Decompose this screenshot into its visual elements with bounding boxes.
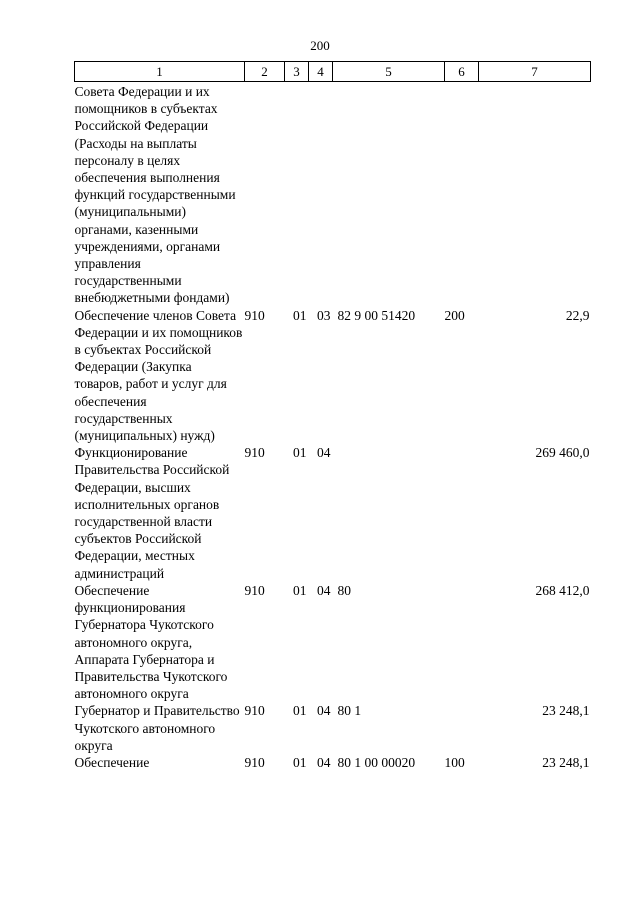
row-description: Обеспечение функционирования Губернатора Чукотского автономного округа, Аппарата Губернатора и Правительства Чукотского автономного округа	[74, 582, 228, 702]
column-header: 3	[285, 62, 309, 82]
row-expense-type	[445, 444, 479, 582]
column-header: 2	[245, 62, 285, 82]
row-target-item	[333, 444, 445, 582]
column-header: 1	[75, 62, 245, 82]
table-row	[75, 702, 591, 754]
row-expense-type	[445, 582, 479, 702]
row-expense-type	[445, 702, 479, 754]
row-amount: 23 248,1	[542, 754, 590, 770]
column-header: 4	[309, 62, 333, 82]
row-section: 01	[293, 307, 307, 323]
row-section	[285, 82, 309, 307]
row-grbs: 910	[244, 703, 265, 719]
row-target-item	[333, 82, 445, 307]
row-subsection: 04	[317, 754, 331, 770]
row-grbs: 910	[244, 754, 265, 770]
row-amount	[479, 82, 591, 307]
row-subsection: 04	[317, 582, 331, 598]
row-description: Совета Федерации и их помощников в субъектах Российской Федерации (Расходы на выплаты персоналу в целях обеспечения выполнения функций государственными (муниципальными) органами, казенными учреждениями, органами управления государственными внебюджетными фондами)	[74, 84, 236, 306]
row-target-item: 80	[337, 582, 351, 598]
row-subsection	[309, 82, 333, 307]
table-row	[75, 307, 591, 445]
row-description: Обеспечение	[74, 754, 150, 770]
row-expense-type: 100	[444, 754, 465, 770]
row-grbs	[245, 82, 285, 307]
column-header: 6	[445, 62, 479, 82]
row-grbs: 910	[244, 582, 265, 598]
row-section: 01	[293, 703, 307, 719]
row-section: 01	[293, 445, 307, 461]
table-row	[75, 754, 591, 771]
row-section: 01	[293, 754, 307, 770]
budget-table	[74, 61, 591, 771]
row-subsection: 03	[317, 307, 331, 323]
row-subsection: 04	[317, 445, 331, 461]
row-target-item: 80 1	[337, 703, 362, 719]
row-description: Губернатор и Правительство Чукотского автономного округа	[74, 703, 240, 753]
column-header: 5	[333, 62, 445, 82]
row-grbs: 910	[244, 307, 265, 323]
row-description: Функционирование Правительства Российской Федерации, высших исполнительных органов государственной власти субъектов Российской Федерации, местных администраций	[74, 445, 230, 581]
column-header: 7	[479, 62, 591, 82]
row-grbs: 910	[244, 445, 265, 461]
row-expense-type	[445, 82, 479, 307]
row-description: Обеспечение членов Совета Федерации и их помощников в субъектах Российской Федерации (Закупка товаров, работ и услуг для обеспечения государственных (муниципальных) нужд)	[74, 307, 243, 444]
row-subsection: 04	[317, 703, 331, 719]
column-number-row	[75, 62, 591, 82]
row-target-item: 82 9 00 51420	[337, 307, 416, 323]
table-row	[75, 82, 591, 307]
row-amount: 269 460,0	[535, 445, 590, 461]
page-number: 200	[310, 38, 330, 53]
table-row	[75, 582, 591, 702]
row-target-item: 80 1 00 00020	[337, 754, 416, 770]
row-amount: 23 248,1	[542, 703, 590, 719]
table-row	[75, 444, 591, 582]
row-amount: 268 412,0	[535, 582, 590, 598]
row-section: 01	[293, 582, 307, 598]
row-amount: 22,9	[565, 307, 590, 323]
row-expense-type: 200	[444, 307, 465, 323]
